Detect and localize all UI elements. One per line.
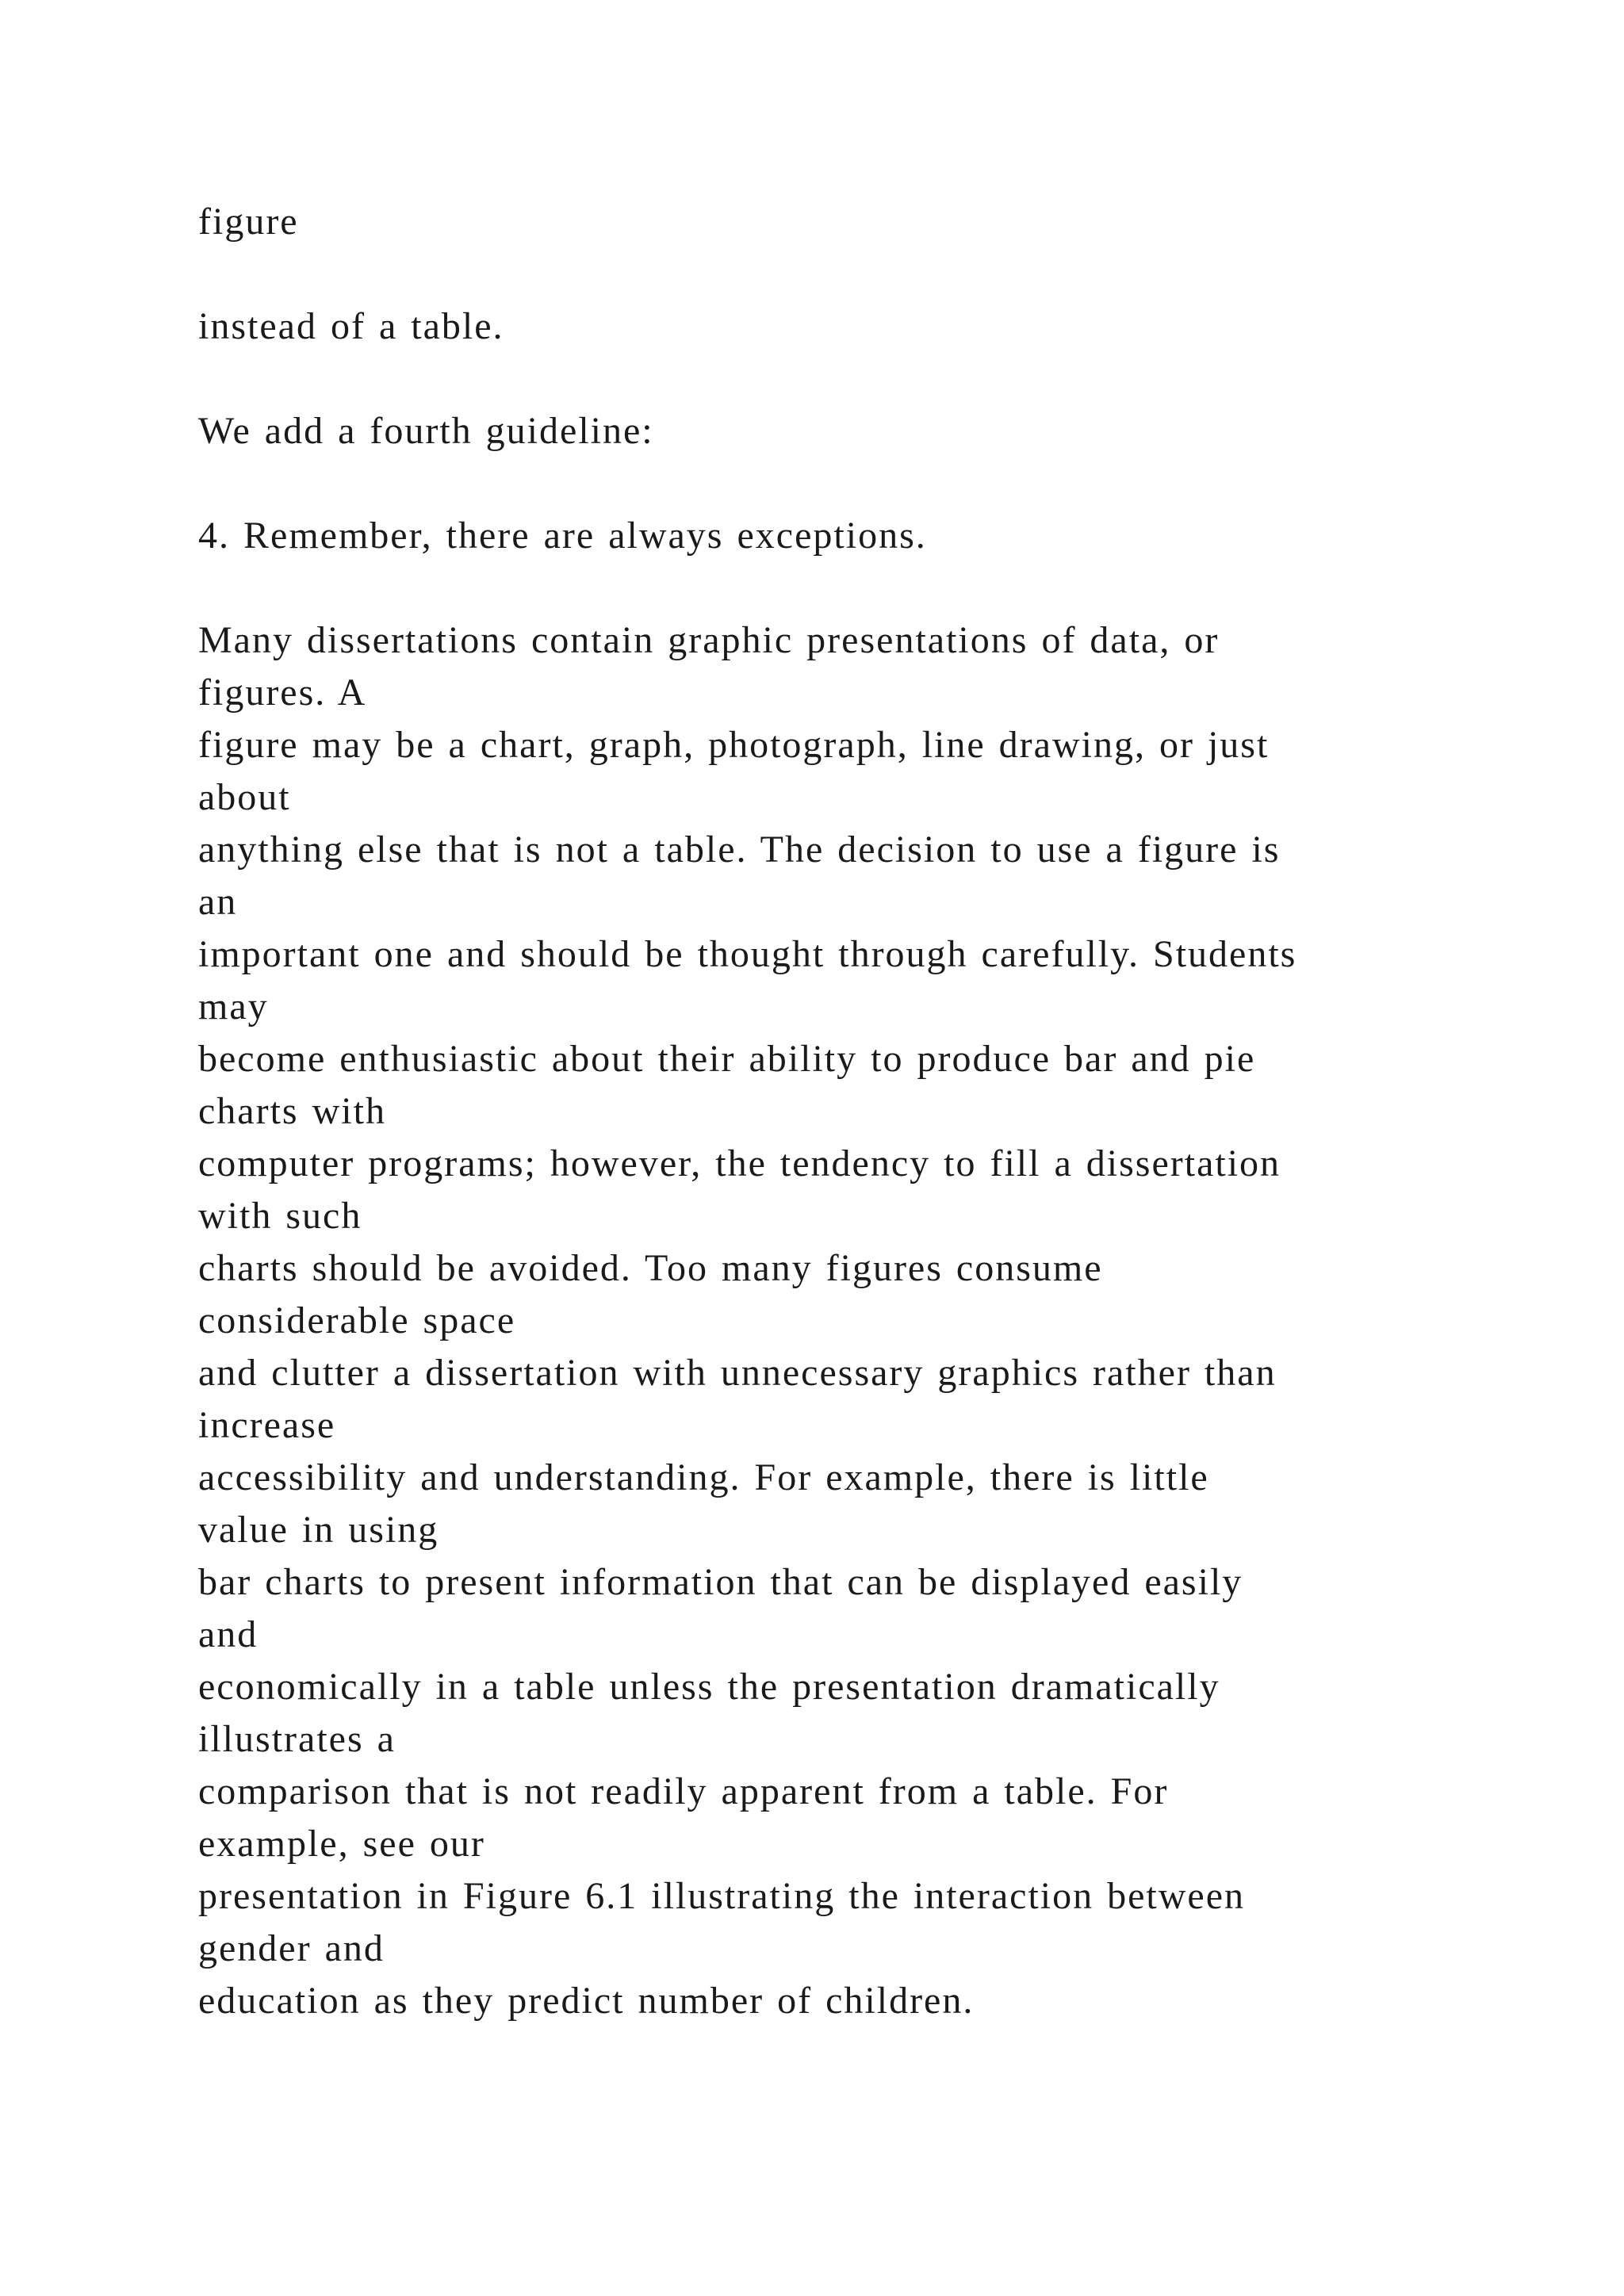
text-line: become enthusiastic about their ability to produce bar and pie xyxy=(198,1038,1256,1080)
text-line: anything else that is not a table. The decision to use a figure is xyxy=(198,828,1281,871)
text-line: 4. Remember, there are always exceptions. xyxy=(198,515,927,557)
text-line: accessibility and understanding. For example, there is little xyxy=(198,1456,1209,1498)
text-line: example, see our xyxy=(198,1823,485,1865)
text-line: increase xyxy=(198,1404,336,1446)
text-line: bar charts to present information that can be displayed easily xyxy=(198,1561,1243,1603)
text-line: instead of a table. xyxy=(198,305,504,347)
text-line: education as they predict number of children. xyxy=(198,1980,975,2022)
text-line: and xyxy=(198,1613,259,1655)
text-line: economically in a table unless the presentation dramatically xyxy=(198,1666,1220,1708)
text-line: may xyxy=(198,985,269,1027)
text-line: Many dissertations contain graphic presentations of data, or xyxy=(198,619,1220,661)
text-line: figures. A xyxy=(198,672,367,714)
text-line: charts should be avoided. Too many figures consume xyxy=(198,1247,1103,1289)
text-line: and clutter a dissertation with unnecessary graphics rather than xyxy=(198,1352,1277,1394)
text-line: about xyxy=(198,776,291,818)
text-line: important one and should be thought through carefully. Students xyxy=(198,933,1297,975)
text-line: figure xyxy=(198,201,299,243)
text-line: illustrates a xyxy=(198,1718,396,1760)
text-line: computer programs; however, the tendency to fill a dissertation xyxy=(198,1142,1281,1184)
text-line: comparison that is not readily apparent from a table. For xyxy=(198,1770,1169,1812)
text-line: figure may be a chart, graph, photograph, line drawing, or just xyxy=(198,724,1270,766)
text-line: with such xyxy=(198,1195,362,1237)
text-line: We add a fourth guideline: xyxy=(198,410,654,452)
text-line: charts with xyxy=(198,1090,386,1132)
text-line: an xyxy=(198,881,238,923)
text-line: value in using xyxy=(198,1509,439,1551)
text-line: considerable space xyxy=(198,1299,516,1341)
text-line: gender and xyxy=(198,1927,385,1969)
text-line: presentation in Figure 6.1 illustrating the interaction between xyxy=(198,1875,1246,1917)
